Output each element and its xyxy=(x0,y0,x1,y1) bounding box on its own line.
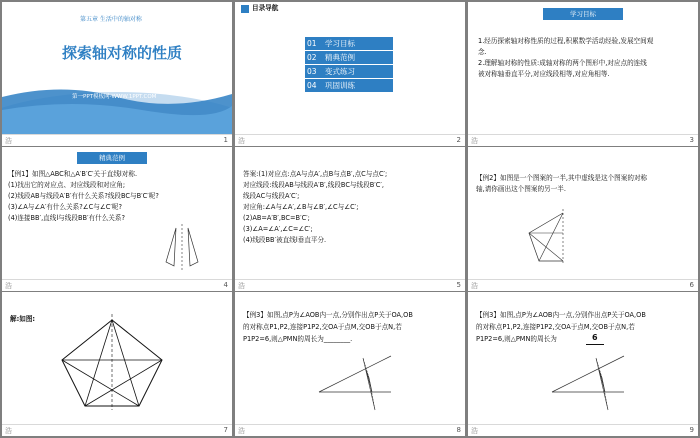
slide-number: 7 xyxy=(223,426,228,434)
slide-number: 8 xyxy=(456,426,461,434)
slide-6[interactable] xyxy=(468,147,698,291)
answer-line: (4)线段BB′被直线l垂直平分. xyxy=(243,236,327,244)
toc-item[interactable]: 04 巩固训练 xyxy=(305,79,393,92)
slide-footer xyxy=(468,279,698,291)
slide-4[interactable] xyxy=(2,147,232,291)
slide-footer xyxy=(2,279,232,291)
answer-line: (2)AB=A′B′,BC=B′C′; xyxy=(243,214,310,222)
text-line: P1P2=6,则△PMN的周长为________. xyxy=(243,335,353,343)
text-line: 念. xyxy=(478,48,487,56)
toc-item[interactable]: 03 变式练习 xyxy=(305,65,393,78)
pentagon-figure xyxy=(57,312,167,412)
footer-logo: 浩 xyxy=(471,282,478,290)
section-banner: 精典范例 xyxy=(77,152,147,164)
slide-footer xyxy=(235,424,465,436)
half-pattern-figure xyxy=(523,207,583,267)
footer-logo: 浩 xyxy=(471,427,478,435)
text-line: 被对称轴垂直平分,对应线段相等,对应角相等. xyxy=(478,70,610,78)
footer-logo: 浩 xyxy=(238,427,245,435)
slide-1[interactable] xyxy=(2,2,232,146)
text-line: P1P2=6,则△PMN的周长为 xyxy=(476,335,557,343)
section-banner: 学习目标 xyxy=(543,8,623,20)
slide-3[interactable] xyxy=(468,2,698,146)
text-line: (4)连接BB′,直线l与线段BB′有什么关系? xyxy=(8,214,125,222)
header-title: 目录导航 xyxy=(252,4,279,12)
slide-footer xyxy=(2,424,232,436)
text-line: (1)找出它的对应点、对应线段和对应角; xyxy=(8,181,126,189)
text-line: (3)∠A与∠A′有什么关系?∠C与∠C′呢? xyxy=(8,203,122,211)
triangle-figure xyxy=(152,222,212,272)
answer-line: 对应角:∠A与∠A′,∠B与∠B′,∠C与∠C′; xyxy=(243,203,359,211)
slide-9[interactable] xyxy=(468,292,698,436)
nav-marker-icon xyxy=(241,5,249,13)
slide-8[interactable] xyxy=(235,292,465,436)
slide-footer xyxy=(468,134,698,146)
slide-footer xyxy=(235,134,465,146)
text-line: 的对称点P1,P2,连接P1P2,交OA于点M,交OB于点N,若 xyxy=(476,323,635,331)
text-line: 2.理解轴对称的性质:成轴对称的两个图形中,对应点的连线 xyxy=(478,59,647,67)
footer-logo: 浩 xyxy=(5,427,12,435)
slide-number: 4 xyxy=(223,281,228,289)
angle-figure xyxy=(315,352,395,414)
answer-line: 答案:(1)对应点:点A与点A′,点B与点B′,点C与点C′; xyxy=(243,170,388,178)
toc-list xyxy=(305,37,393,93)
toc-item[interactable]: 01 学习目标 xyxy=(305,37,393,50)
slide-title: 探索轴对称的性质 xyxy=(62,44,183,62)
slide-number: 1 xyxy=(223,136,228,144)
footer-logo: 浩 xyxy=(238,137,245,145)
slide-number: 6 xyxy=(689,281,694,289)
slide-7[interactable] xyxy=(2,292,232,436)
slide-number: 5 xyxy=(456,281,461,289)
angle-figure xyxy=(548,352,628,414)
answer-line: (3)∠A=∠A′,∠C=∠C′; xyxy=(243,225,313,233)
text-line: (2)线段AB与线段A′B′有什么关系?线段BC与B′C′呢? xyxy=(8,192,159,200)
site-label: 第一PPT模板网-WWW.1PPT.COM xyxy=(72,94,157,100)
footer-logo: 浩 xyxy=(5,282,12,290)
slide-footer xyxy=(235,279,465,291)
text-line: 的对称点P1,P2,连接P1P2,交OA于点M,交OB于点N,若 xyxy=(243,323,402,331)
text-line: 轴,请你画出这个图案的另一半. xyxy=(476,185,566,193)
slide-number: 2 xyxy=(456,136,461,144)
solution-label: 解:如图: xyxy=(10,315,36,323)
text-line: 【例2】如图是一个图案的一半,其中虚线是这个图案的对称 xyxy=(476,174,648,182)
footer-logo: 浩 xyxy=(471,137,478,145)
slide-number: 9 xyxy=(689,426,694,434)
chapter-label: 第五章 生活中的轴对称 xyxy=(80,16,142,23)
slide-footer xyxy=(468,424,698,436)
text-line: 【例3】如图,点P为∠AOB内一点,分别作出点P关于OA,OB xyxy=(476,311,646,319)
toc-item[interactable]: 02 精典范例 xyxy=(305,51,393,64)
answer-line: 线段AC与线段A′C′; xyxy=(243,192,300,200)
footer-logo: 浩 xyxy=(238,282,245,290)
slide-2[interactable] xyxy=(235,2,465,146)
slide-5[interactable] xyxy=(235,147,465,291)
slide-number: 3 xyxy=(689,136,694,144)
answer-line: 对应线段:线段AB与线段A′B′,线段BC与线段B′C′, xyxy=(243,181,384,189)
text-line: 1.经历探索轴对称性质的过程,积累数学活动经验,发展空间观 xyxy=(478,37,654,45)
text-line: 【例3】如图,点P为∠AOB内一点,分别作出点P关于OA,OB xyxy=(243,311,413,319)
answer-value: 6 xyxy=(586,333,604,345)
footer-logo: 浩 xyxy=(5,137,12,145)
slide-footer xyxy=(2,134,232,146)
text-line: 【例1】如图△ABC和△A′B′C′关于直线l对称. xyxy=(8,170,138,178)
